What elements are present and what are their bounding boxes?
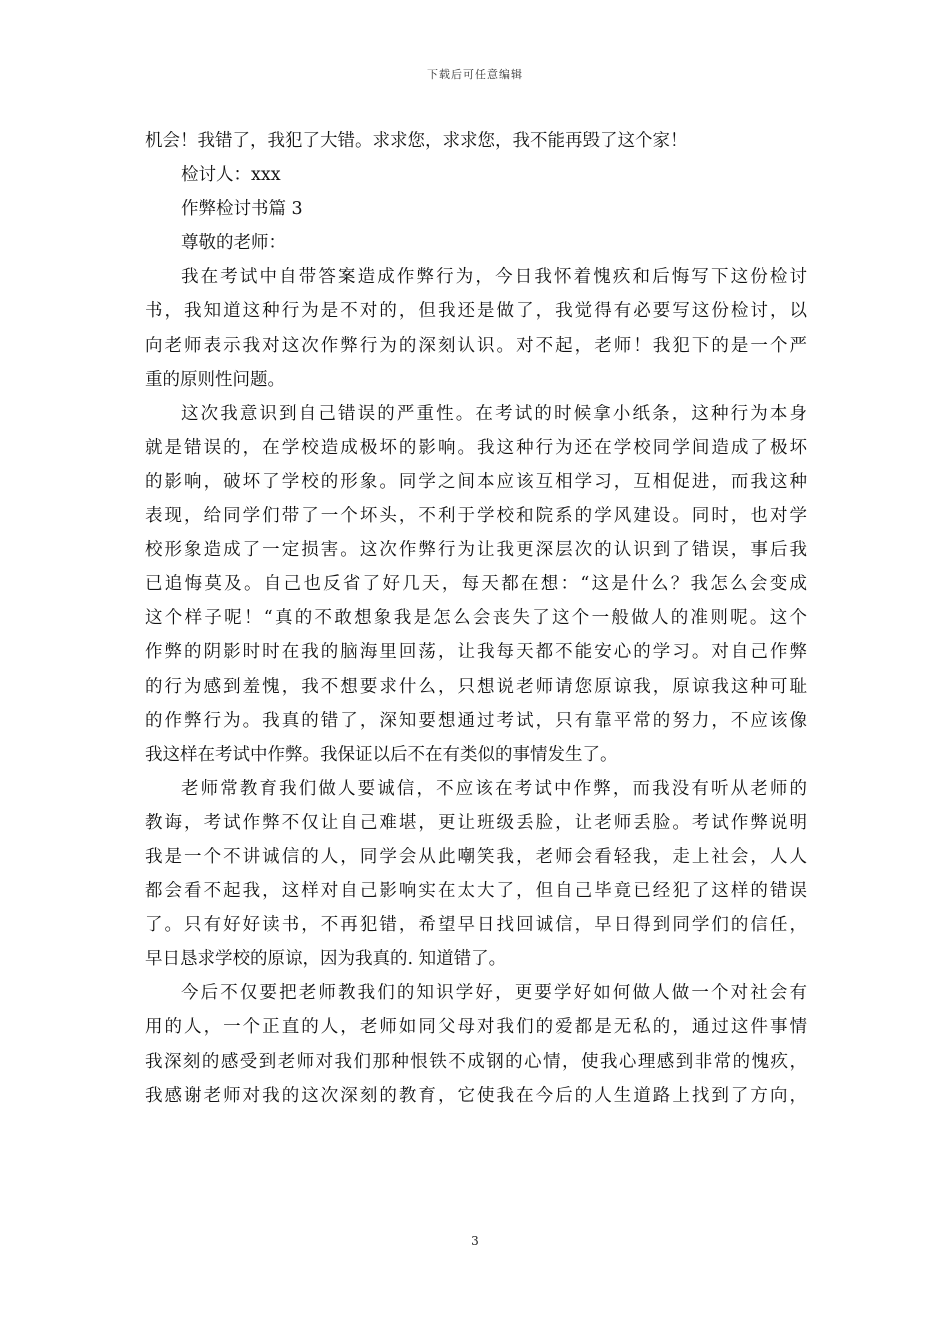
salutation: 尊敬的老师：	[181, 233, 286, 254]
text-line: 我深刻的感受到老师对我们那种恨铁不成钢的心情，使我心理感到非常的愧疚，	[145, 1051, 807, 1072]
text-line: 重的原则性问题。	[145, 369, 285, 390]
text-line: 教诲，考试作弊不仅让自己难堪，更让班级丢脸，让老师丢脸。考试作弊说明	[145, 812, 807, 833]
text-line: 今后不仅要把老师教我们的知识学好，更要学好如何做人做一个对社会有	[181, 983, 807, 1004]
page-number: 3	[471, 1234, 479, 1248]
text-line: 我感谢老师对我的这次深刻的教育，它使我在今后的人生道路上找到了方向，	[145, 1085, 807, 1106]
text-line: 表现，给同学们带了一个坏头，不利于学校和院系的学风建设。同时，也对学	[145, 506, 807, 527]
text-line: 我是一个不讲诚信的人，同学会从此嘲笑我，老师会看轻我，走上社会，人人	[145, 846, 807, 867]
text-line: 的作弊行为。我真的错了，深知要想通过考试，只有靠平常的努力，不应该像	[145, 710, 807, 731]
page-header: 下载后可任意编辑	[427, 68, 523, 81]
text-line: 向老师表示我对这次作弊行为的深刻认识。对不起，老师！我犯下的是一个严	[145, 335, 807, 356]
text-line: 都会看不起我，这样对自己影响实在太大了，但自己毕竟已经犯了这样的错误	[145, 881, 807, 902]
text-line: 用的人，一个正直的人，老师如同父母对我们的爱都是无私的，通过这件事情	[145, 1017, 807, 1038]
text-line: 这次我意识到自己错误的严重性。在考试的时候拿小纸条，这种行为本身	[181, 403, 807, 424]
text-line: 老师常教育我们做人要诚信，不应该在考试中作弊，而我没有听从老师的	[181, 778, 807, 799]
text-line: 校形象造成了一定损害。这次作弊行为让我更深层次的认识到了错误，事后我	[145, 540, 807, 561]
text-line: 机会！我错了，我犯了大错。求求您，求求您，我不能再毁了这个家！	[145, 131, 688, 151]
text-line: 已追悔莫及。自己也反省了好几天，每天都在想：“这是什么？我怎么会变成	[145, 574, 807, 595]
text-line: 这个样子呢！“真的不敢想象我是怎么会丧失了这个一般做人的准则呢。这个	[145, 608, 807, 629]
text-line: 的行为感到羞愧，我不想要求什么，只想说老师请您原谅我，原谅我这种可耻	[145, 676, 807, 697]
text-line: 书，我知道这种行为是不对的，但我还是做了，我觉得有必要写这份检讨，以	[145, 301, 807, 322]
text-line: 早日恳求学校的原谅，因为我真的. 知道错了。	[145, 949, 507, 970]
section-title: 作弊检讨书篇 3	[181, 199, 303, 220]
text-line: 我在考试中自带答案造成作弊行为，今日我怀着愧疚和后悔写下这份检讨	[181, 267, 807, 288]
text-line: 了。只有好好读书，不再犯错，希望早日找回诚信，早日得到同学们的信任，	[145, 915, 807, 936]
text-line: 就是错误的，在学校造成极坏的影响。我这种行为还在学校同学间造成了极坏	[145, 437, 807, 458]
text-line: 作弊的阴影时时在我的脑海里回荡，让我每天都不能安心的学习。对自己作弊	[145, 642, 807, 663]
document-body	[145, 124, 807, 1113]
text-line: 我这样在考试中作弊。我保证以后不在有类似的事情发生了。	[145, 744, 618, 765]
signature-line: 检讨人：xxx	[181, 165, 281, 186]
text-line: 的影响，破坏了学校的形象。同学之间本应该互相学习，互相促进，而我这种	[145, 471, 807, 492]
